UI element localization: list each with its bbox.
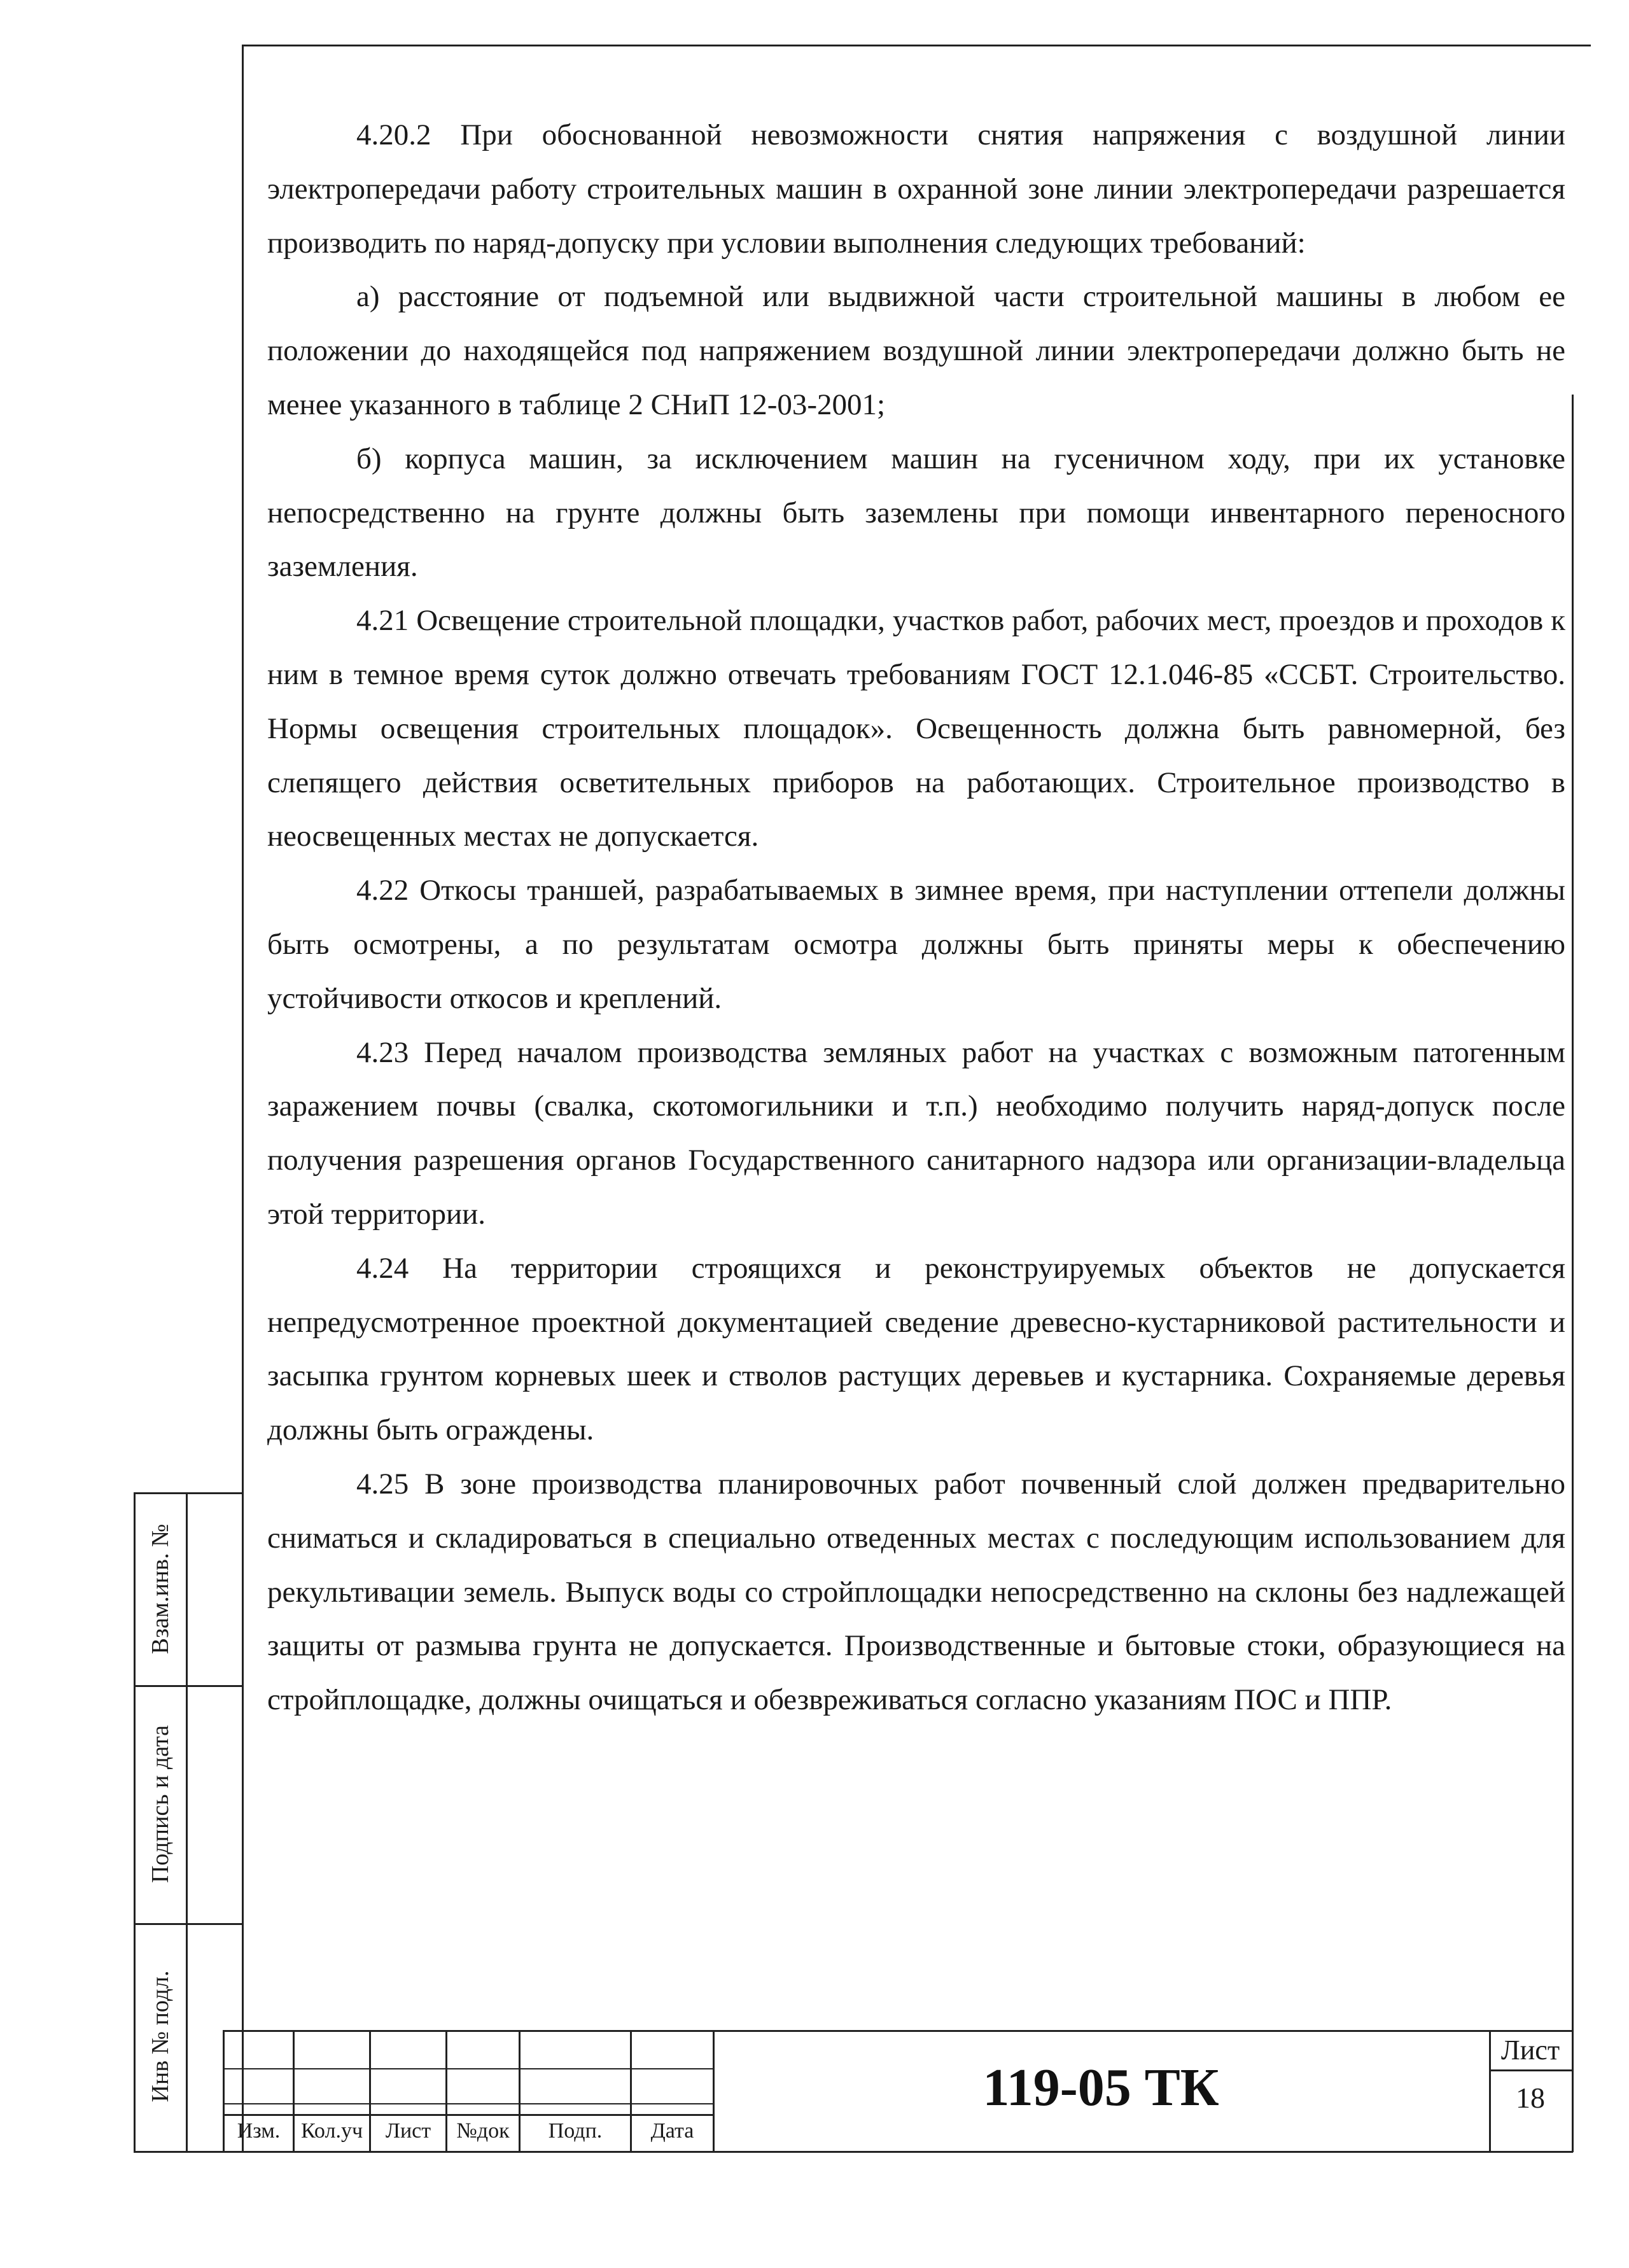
column-list: Лист bbox=[385, 2119, 431, 2143]
paragraph-4-24: 4.24 На территории строящихся и реконструируемых объектов не допускается непредусмотренное проектной документацией сведение древесно-кустарниковой растительности и засыпка грунтом корневых шеек и стволов растущих деревьев и кустарника. Сохраняемые деревья должны быть ограждены. bbox=[267, 1251, 1565, 1447]
sheet-number: 18 bbox=[1516, 2082, 1545, 2114]
paragraph-item-a: а) расстояние от подъемной или выдвижной части строительной машины в любом ее положении до находящейся под напряжением воздушной линии электропередачи должно быть не менее указанного в таблице 2 СНиП 12-03-2001; bbox=[267, 280, 1565, 421]
paragraph-4-25: 4.25 В зоне производства планировочных работ почвенный слой должен предварительно сниматься и складироваться в специально отведенных местах с последующим использованием для рекультивации земель. Выпуск воды со стройплощадки непосредственно на склоны без надлежащей защиты от размыва грунта не допускается. Производственные и бытовые стоки, образующиеся на стройплощадке, должны очищаться и обезвреживаться согласно указаниям ПОС и ППР. bbox=[267, 1467, 1565, 1717]
signature-date-label: Подпись и дата bbox=[147, 1725, 174, 1884]
side-stamp-top-line bbox=[134, 1492, 243, 1494]
sheet-label: Лист bbox=[1500, 2034, 1560, 2066]
frame-top-line bbox=[242, 45, 1591, 46]
document-code: 119-05 ТК bbox=[982, 2057, 1219, 2117]
frame-left-line bbox=[242, 45, 244, 2152]
column-podp: Подп. bbox=[548, 2119, 603, 2143]
paragraph-4-23: 4.23 Перед началом производства земляных работ на участках с возможным патогенным заражением почвы (свалка, скотомогильники и т.п.) необходимо получить наряд-допуск после получения разрешения органов Государственного санитарного надзора или организации-владельца этой территории. bbox=[267, 1035, 1565, 1231]
sheet-cell-left-line bbox=[1489, 2030, 1491, 2152]
column-data: Дата bbox=[650, 2119, 694, 2143]
column-izm: Изм. bbox=[237, 2119, 281, 2143]
frame-bottom-line bbox=[134, 2151, 1573, 2153]
paragraph-4-21: 4.21 Освещение строительной площадки, участков работ, рабочих мест, проездов и проходов к ним в темное время суток должно отвечать требованиям ГОСТ 12.1.046-85 «ССБТ. Строительство. Нормы освещения строительных площадок». Освещенность должна быть равномерной, без слепящего действия осветительных приборов на работающих. Строительное производство в неосвещенных местах не допускается. bbox=[267, 604, 1565, 853]
side-stamp-left-line bbox=[134, 1492, 136, 2152]
side-stamp-middle-line bbox=[186, 1492, 188, 2152]
side-stamp-divider-2 bbox=[134, 1923, 243, 1925]
frame-right-line bbox=[1572, 395, 1574, 2152]
side-stamp-divider-1 bbox=[134, 1685, 243, 1687]
title-block-row-line-1 bbox=[223, 2068, 713, 2069]
paragraph-4-20-2: 4.20.2 При обоснованной невозможности снятия напряжения с воздушной линии электропередачи работу строительных машин в охранной зоне линии электропередачи разрешается производить по наряд-допуску при условии выполнения следующих требований: bbox=[267, 118, 1565, 260]
document-body bbox=[267, 108, 1565, 1727]
sheet-cell-divider-line bbox=[1489, 2069, 1572, 2071]
title-block-header-line bbox=[223, 2114, 713, 2116]
title-block-row-line-2 bbox=[223, 2103, 713, 2104]
column-nodok: №док bbox=[456, 2119, 510, 2143]
vzam-inv-label: Взам.инв. № bbox=[147, 1523, 174, 1655]
paragraph-4-22: 4.22 Откосы траншей, разрабатываемых в зимнее время, при наступлении оттепели должны быть осмотрены, а по результатам осмотра должны быть приняты меры к обеспечению устойчивости откосов и креплений. bbox=[267, 874, 1565, 1015]
inv-podl-label: Инв № подл. bbox=[147, 1970, 174, 2103]
column-kol-uch: Кол.уч bbox=[300, 2119, 363, 2143]
paragraph-item-b: б) корпуса машин, за исключением машин на гусеничном ходу, при их установке непосредственно на грунте должны быть заземлены при помощи инвентарного переносного заземления. bbox=[267, 442, 1565, 584]
